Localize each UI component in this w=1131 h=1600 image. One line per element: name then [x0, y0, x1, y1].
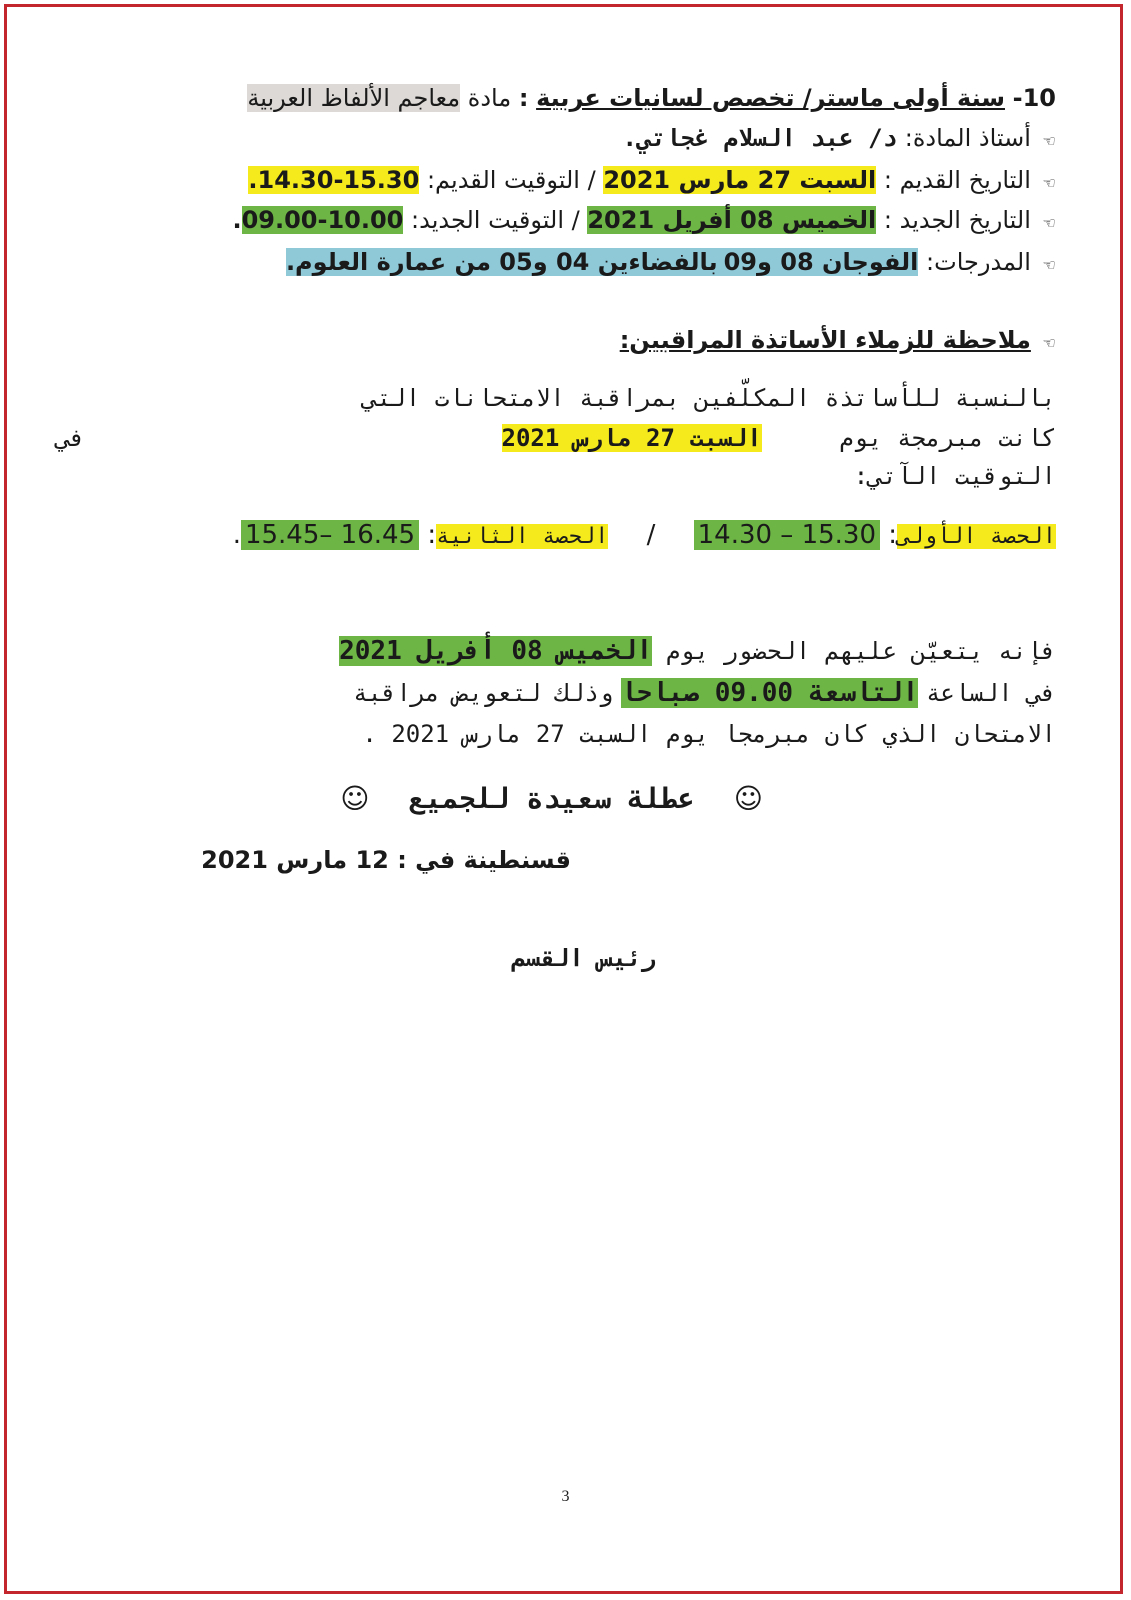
para2-line2-text: في الساعة	[925, 679, 1056, 707]
halls-groups: الفوجان 08 و09	[723, 248, 919, 276]
signature: رئيس القسم	[511, 944, 656, 972]
sessions-line: الحصة الأولى: 14.30 – 15.30 / الحصة الثانية: 15.45– 16.45.	[232, 520, 1056, 550]
old-date-label: التاريخ القديم :	[883, 166, 1031, 194]
professor-name: د/ عبد السلام غجاتي.	[622, 124, 898, 152]
professor-line	[623, 124, 1056, 152]
para2-line3: الامتحان الذي كان مبرمجا يوم السبت 27 مارس 2021 .	[362, 720, 1056, 748]
new-date: الخميس 08 أفريل 2021	[587, 206, 877, 234]
hand-pointer-icon: ☜	[1042, 174, 1056, 192]
smiley-icon: ☺	[340, 782, 370, 815]
hand-pointer-icon: ☜	[1042, 132, 1056, 150]
session2-label: الحصة الثانية	[436, 524, 609, 549]
halls-line	[286, 248, 1056, 276]
para1-line1: بالنسبة للأساتذة المكلّفين بمراقبة الامتحانات التي	[362, 384, 1056, 412]
old-time-label: / التوقيت القديم:	[426, 166, 596, 194]
old-time: 15.30-14.30.	[248, 166, 420, 194]
new-date-label: التاريخ الجديد :	[883, 206, 1031, 234]
hand-pointer-icon: ☜	[1042, 256, 1056, 274]
entry-heading: سنة أولى ماستر/ تخصص لسانيات عربية	[536, 84, 1005, 112]
session1-time: 14.30 – 15.30	[694, 520, 880, 550]
old-date: السبت 27 مارس 2021	[603, 166, 877, 194]
new-time-label: / التوقيت الجديد:	[411, 206, 580, 234]
heading-colon: :	[518, 84, 529, 112]
professor-label: أستاذ المادة:	[904, 124, 1031, 152]
para2-line2	[353, 678, 1056, 708]
para2-line1-text: فإنه يتعيّن عليهم الحضور يوم	[665, 637, 1056, 665]
hand-pointer-icon: ☜	[1042, 214, 1056, 232]
para1-line2-text: كانت مبرمجة يوم	[839, 424, 1056, 452]
session2-time: 15.45– 16.45	[241, 520, 419, 550]
greeting: عطلة سعيدة للجميع	[408, 782, 695, 815]
para2-time: التاسعة 09.00 صباحا	[620, 678, 919, 708]
note-heading-line	[620, 326, 1056, 354]
halls-spaces: بالفضاءين 04 و05 من عمارة العلوم.	[286, 248, 724, 276]
new-date-line	[232, 206, 1056, 234]
session-separator: /	[646, 520, 656, 550]
subject-name: معاجم الألفاظ العربية	[247, 84, 461, 112]
subject-label: مادة	[467, 84, 512, 112]
halls-label: المدرجات:	[926, 248, 1031, 276]
para1-line3: التوقيت الآتي:	[853, 462, 1056, 490]
greeting-line	[340, 782, 763, 815]
page-number: 3	[561, 1488, 570, 1505]
new-time: 10.00-09.00	[241, 206, 404, 234]
place-date: قسنطينة في : 12 مارس 2021	[201, 846, 571, 874]
old-date-line	[248, 166, 1056, 194]
para2-date: الخميس 08 أفريل 2021	[339, 636, 653, 666]
para1-date: السبت 27 مارس 2021	[501, 424, 762, 452]
para1-line2	[56, 424, 1056, 452]
para2-line2-rest: وذلك لتعويض مراقبة	[353, 679, 614, 707]
para1-line2-fi: في	[56, 424, 85, 452]
para2-line1	[339, 636, 1056, 666]
entry-heading-line	[247, 84, 1056, 112]
entry-number: 10-	[1012, 84, 1056, 112]
session1-label: الحصة الأولى	[897, 524, 1056, 549]
note-heading: ملاحظة للزملاء الأساتذة المراقبين:	[619, 326, 1031, 354]
smiley-icon: ☺	[733, 782, 763, 815]
hand-pointer-icon: ☜	[1042, 334, 1056, 352]
new-time-end: .	[232, 206, 242, 234]
